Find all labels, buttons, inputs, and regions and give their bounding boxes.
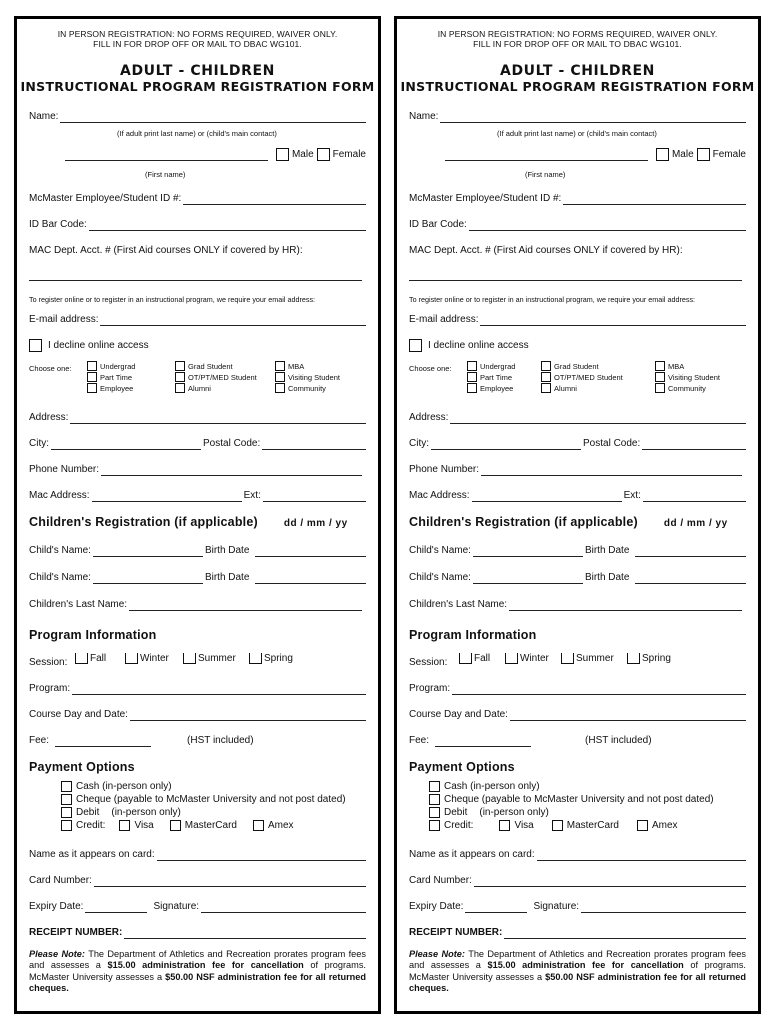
children-last-name-field[interactable] [509, 601, 742, 611]
card-number-field[interactable] [94, 877, 366, 887]
program-field[interactable] [72, 685, 366, 695]
credit-label: Credit: [444, 820, 474, 831]
employee-id-label: McMaster Employee/Student ID #: [29, 193, 182, 204]
cash-checkbox[interactable] [61, 781, 72, 792]
phone-label: Phone Number: [409, 464, 480, 475]
id-barcode-field[interactable] [89, 221, 366, 231]
ot-pt-med-label: OT/PT/MED Student [554, 372, 623, 382]
mba-label: MBA [668, 361, 685, 371]
alumni-label: Alumni [188, 383, 211, 393]
fee-label: Fee: [409, 735, 430, 746]
visiting-student-checkbox[interactable] [655, 372, 665, 382]
signature-label: Signature: [153, 901, 200, 912]
children-section-title [409, 515, 728, 529]
part-time-label: Part Time [480, 372, 513, 382]
name-hint: (If adult print last name) or (child's main contact) [497, 129, 657, 138]
summer-label: Summer [198, 653, 236, 664]
decline-label: I decline online access [48, 339, 149, 351]
winter-checkbox[interactable] [505, 653, 518, 664]
amex-checkbox[interactable] [637, 820, 648, 831]
form-subtitle: INSTRUCTIONAL PROGRAM REGISTRATION FORM [400, 79, 755, 94]
female-checkbox[interactable] [317, 148, 330, 161]
address-label: Address: [409, 412, 449, 423]
choose-label: Choose one: [29, 364, 72, 373]
community-checkbox[interactable] [275, 383, 285, 393]
name-on-card-field[interactable] [157, 851, 366, 861]
employee-id-label: McMaster Employee/Student ID #: [409, 193, 562, 204]
decline-checkbox[interactable] [29, 339, 42, 352]
birth-date-field-1[interactable] [635, 547, 746, 557]
online-note: To register online or to register in an instructional program, we require your email address: [409, 295, 696, 304]
id-barcode-label: ID Bar Code: [29, 219, 87, 230]
first-name-field[interactable] [65, 151, 268, 161]
employee-label: Employee [100, 383, 134, 393]
birth-date-label-2: Birth Date [584, 572, 630, 583]
program-section-title: Program Information [409, 628, 537, 642]
visiting-student-label: Visiting Student [288, 372, 340, 382]
employee-id-field[interactable] [563, 195, 746, 205]
mac-dept-field[interactable] [29, 271, 362, 281]
note-lead: Please Note: [29, 949, 85, 959]
note-text1: The Department of Athletics and Recreation prorates program fees and assesses a [29, 949, 366, 971]
credit-checkbox[interactable] [61, 820, 72, 831]
part-time-checkbox[interactable] [467, 372, 477, 382]
fee-label: Fee: [29, 735, 50, 746]
please-note [29, 949, 366, 995]
program-field[interactable] [452, 685, 746, 695]
fall-checkbox[interactable] [459, 653, 472, 664]
child-name-label: Child's Name: [409, 545, 471, 556]
visa-label: Visa [134, 820, 154, 831]
child-name-label-2: Child's Name: [29, 572, 91, 583]
receipt-label: RECEIPT NUMBER: [409, 927, 503, 938]
city-field[interactable] [51, 440, 201, 450]
date-format: dd / mm / yy [663, 518, 728, 529]
postal-field[interactable] [262, 440, 366, 450]
winter-checkbox[interactable] [125, 653, 138, 664]
first-name-hint: (First name) [145, 170, 186, 179]
signature-field[interactable] [201, 903, 366, 913]
name-label: Name: [409, 111, 439, 122]
part-time-label: Part Time [100, 372, 133, 382]
note-fee1: $15.00 administration fee for cancellation [107, 960, 304, 971]
child-name-field-2[interactable] [473, 574, 583, 584]
receipt-field[interactable] [124, 929, 366, 939]
visa-checkbox[interactable] [119, 820, 130, 831]
name-field[interactable] [440, 113, 746, 123]
male-checkbox[interactable] [276, 148, 289, 161]
email-field[interactable] [100, 316, 366, 326]
postal-label: Postal Code: [583, 438, 641, 449]
decline-label: I decline online access [428, 339, 529, 351]
expiry-label: Expiry Date: [29, 901, 84, 912]
mac-address-field[interactable] [92, 492, 242, 502]
city-label: City: [409, 438, 429, 449]
mac-dept-field[interactable] [409, 271, 742, 281]
course-day-label: Course Day and Date: [29, 709, 128, 720]
mac-address-label: Mac Address: [409, 490, 470, 501]
winter-label: Winter [140, 653, 169, 664]
decline-checkbox[interactable] [409, 339, 422, 352]
mastercard-checkbox[interactable] [552, 820, 563, 831]
spring-label: Spring [264, 653, 293, 664]
payment-section-title: Payment Options [409, 760, 515, 774]
alumni-label: Alumni [554, 383, 577, 393]
children-section-title [29, 515, 348, 529]
registration-form-right [394, 16, 761, 1014]
community-label: Community [288, 383, 326, 393]
phone-field[interactable] [101, 466, 362, 476]
undergrad-label: Undergrad [480, 361, 516, 371]
note-fee1: $15.00 administration fee for cancellation [487, 960, 684, 971]
mac-dept-label: MAC Dept. Acct. # (First Aid courses ONLY if covered by HR): [29, 245, 303, 256]
mastercard-label: MasterCard [566, 820, 619, 831]
ext-field[interactable] [643, 492, 746, 502]
postal-label: Postal Code: [203, 438, 261, 449]
cash-checkbox[interactable] [429, 781, 440, 792]
choose-label: Choose one: [409, 364, 452, 373]
winter-label: Winter [520, 653, 549, 664]
female-label: Female [712, 149, 746, 160]
postal-field[interactable] [642, 440, 746, 450]
undergrad-checkbox[interactable] [467, 361, 477, 371]
credit-label: Credit: [76, 820, 106, 831]
fall-checkbox[interactable] [75, 653, 88, 664]
header-note-line2: FILL IN FOR DROP OFF OR MAIL TO DBAC WG101. [473, 39, 682, 49]
birth-date-field-2[interactable] [635, 574, 746, 584]
male-checkbox[interactable] [656, 148, 669, 161]
credit-checkbox[interactable] [429, 820, 440, 831]
cheque-label: Cheque (payable to McMaster University and not post dated) [444, 794, 714, 805]
male-label: Male [671, 149, 694, 160]
card-number-label: Card Number: [29, 875, 92, 886]
card-number-label: Card Number: [409, 875, 472, 886]
debit-label: Debit [444, 807, 468, 818]
amex-checkbox[interactable] [253, 820, 264, 831]
children-last-name-field[interactable] [129, 601, 362, 611]
debit-note: (in-person only) [479, 807, 549, 818]
birth-date-label-2: Birth Date [204, 572, 250, 583]
ot-pt-med-checkbox[interactable] [175, 372, 185, 382]
name-field[interactable] [60, 113, 366, 123]
email-field[interactable] [480, 316, 746, 326]
date-format: dd / mm / yy [283, 518, 348, 529]
name-label: Name: [29, 111, 59, 122]
signature-label: Signature: [533, 901, 580, 912]
community-label: Community [668, 383, 706, 393]
birth-date-field-1[interactable] [255, 547, 366, 557]
name-on-card-field[interactable] [537, 851, 746, 861]
mastercard-checkbox[interactable] [170, 820, 181, 831]
header-note-line2: FILL IN FOR DROP OFF OR MAIL TO DBAC WG101. [93, 39, 302, 49]
children-title-text: Children's Registration (if applicable) [409, 515, 638, 529]
fee-field[interactable] [435, 737, 531, 747]
email-label: E-mail address: [29, 314, 99, 325]
community-checkbox[interactable] [655, 383, 665, 393]
mba-checkbox[interactable] [275, 361, 285, 371]
children-last-name-label: Children's Last Name: [29, 599, 128, 610]
children-title-text: Children's Registration (if applicable) [29, 515, 258, 529]
city-label: City: [29, 438, 49, 449]
receipt-label: RECEIPT NUMBER: [29, 927, 123, 938]
birth-date-label: Birth Date [584, 545, 630, 556]
visiting-student-checkbox[interactable] [275, 372, 285, 382]
header-note-line1: IN PERSON REGISTRATION: NO FORMS REQUIRED, WAIVER ONLY. [437, 29, 718, 39]
expiry-field[interactable] [85, 903, 147, 913]
grad-student-checkbox[interactable] [541, 361, 551, 371]
session-label: Session: [29, 657, 68, 668]
fall-label: Fall [90, 653, 107, 664]
visa-label: Visa [514, 820, 534, 831]
undergrad-label: Undergrad [100, 361, 136, 371]
id-barcode-field[interactable] [469, 221, 746, 231]
children-last-name-label: Children's Last Name: [409, 599, 508, 610]
note-fee2: $50.00 NSF administration fee for all returned cheques. [409, 971, 746, 994]
ext-field[interactable] [263, 492, 366, 502]
visiting-student-label: Visiting Student [668, 372, 720, 382]
alumni-checkbox[interactable] [175, 383, 185, 393]
expiry-field[interactable] [465, 903, 527, 913]
spring-checkbox[interactable] [627, 653, 640, 664]
mac-address-label: Mac Address: [29, 490, 90, 501]
visa-checkbox[interactable] [499, 820, 510, 831]
cash-label: Cash (in-person only) [444, 781, 540, 792]
please-note [409, 949, 746, 995]
hst-label: (HST included) [585, 735, 652, 746]
cash-label: Cash (in-person only) [76, 781, 172, 792]
debit-checkbox[interactable] [429, 807, 440, 818]
registration-form-left [14, 16, 381, 1014]
name-on-card-label: Name as it appears on card: [29, 849, 155, 860]
ot-pt-med-checkbox[interactable] [541, 372, 551, 382]
child-name-label-2: Child's Name: [409, 572, 471, 583]
note-lead: Please Note: [409, 949, 465, 959]
name-on-card-label: Name as it appears on card: [409, 849, 535, 860]
online-note: To register online or to register in an instructional program, we require your email address: [29, 295, 316, 304]
summer-checkbox[interactable] [561, 653, 574, 664]
email-label: E-mail address: [409, 314, 479, 325]
ext-label: Ext: [243, 490, 261, 501]
debit-label: Debit [76, 807, 100, 818]
session-label: Session: [409, 657, 448, 668]
female-checkbox[interactable] [697, 148, 710, 161]
course-day-field[interactable] [510, 711, 746, 721]
payment-section-title: Payment Options [29, 760, 135, 774]
cheque-label: Cheque (payable to McMaster University and not post dated) [76, 794, 346, 805]
birth-date-label: Birth Date [204, 545, 250, 556]
spring-label: Spring [642, 653, 671, 664]
program-label: Program: [29, 683, 71, 694]
header-note-line1: IN PERSON REGISTRATION: NO FORMS REQUIRED, WAIVER ONLY. [57, 29, 338, 39]
expiry-label: Expiry Date: [409, 901, 464, 912]
form-title: ADULT - CHILDREN [500, 63, 655, 79]
city-field[interactable] [431, 440, 581, 450]
phone-label: Phone Number: [29, 464, 100, 475]
employee-checkbox[interactable] [87, 383, 97, 393]
ext-label: Ext: [623, 490, 641, 501]
grad-student-label: Grad Student [188, 361, 233, 371]
note-fee2: $50.00 NSF administration fee for all returned cheques. [29, 971, 366, 994]
employee-label: Employee [480, 383, 514, 393]
program-label: Program: [409, 683, 451, 694]
program-section-title: Program Information [29, 628, 157, 642]
fall-label: Fall [474, 653, 491, 664]
part-time-checkbox[interactable] [87, 372, 97, 382]
cheque-checkbox[interactable] [61, 794, 72, 805]
alumni-checkbox[interactable] [541, 383, 551, 393]
employee-id-field[interactable] [183, 195, 366, 205]
male-label: Male [291, 149, 314, 160]
child-name-field-1[interactable] [93, 547, 203, 557]
address-label: Address: [29, 412, 69, 423]
address-field[interactable] [450, 414, 746, 424]
employee-checkbox[interactable] [467, 383, 477, 393]
card-number-field[interactable] [474, 877, 746, 887]
summer-label: Summer [576, 653, 614, 664]
undergrad-checkbox[interactable] [87, 361, 97, 371]
child-name-label: Child's Name: [29, 545, 91, 556]
mac-dept-label: MAC Dept. Acct. # (First Aid courses ONLY if covered by HR): [409, 245, 683, 256]
female-label: Female [332, 149, 366, 160]
address-field[interactable] [70, 414, 366, 424]
receipt-field[interactable] [504, 929, 746, 939]
grad-student-label: Grad Student [554, 361, 599, 371]
note-text1: The Department of Athletics and Recreation prorates program fees and assesses a [409, 949, 746, 971]
note-text2: of programs. McMaster University assesses a [29, 960, 366, 982]
fee-field[interactable] [55, 737, 151, 747]
debit-note: (in-person only) [111, 807, 181, 818]
cheque-checkbox[interactable] [429, 794, 440, 805]
summer-checkbox[interactable] [183, 653, 196, 664]
mba-checkbox[interactable] [655, 361, 665, 371]
mba-label: MBA [288, 361, 305, 371]
birth-date-field-2[interactable] [255, 574, 366, 584]
hst-label: (HST included) [187, 735, 254, 746]
debit-checkbox[interactable] [61, 807, 72, 818]
id-barcode-label: ID Bar Code: [409, 219, 467, 230]
first-name-field[interactable] [445, 151, 648, 161]
form-title: ADULT - CHILDREN [120, 63, 275, 79]
name-hint: (If adult print last name) or (child's main contact) [117, 129, 277, 138]
amex-label: Amex [651, 820, 678, 831]
signature-field[interactable] [581, 903, 746, 913]
course-day-field[interactable] [130, 711, 366, 721]
child-name-field-2[interactable] [93, 574, 203, 584]
first-name-hint: (First name) [525, 170, 566, 179]
phone-field[interactable] [481, 466, 742, 476]
grad-student-checkbox[interactable] [175, 361, 185, 371]
course-day-label: Course Day and Date: [409, 709, 508, 720]
form-subtitle: INSTRUCTIONAL PROGRAM REGISTRATION FORM [20, 79, 375, 94]
note-text2: of programs. McMaster University assesses a [409, 960, 746, 982]
child-name-field-1[interactable] [473, 547, 583, 557]
mac-address-field[interactable] [472, 492, 622, 502]
spring-checkbox[interactable] [249, 653, 262, 664]
mastercard-label: MasterCard [184, 820, 237, 831]
amex-label: Amex [267, 820, 294, 831]
ot-pt-med-label: OT/PT/MED Student [188, 372, 257, 382]
